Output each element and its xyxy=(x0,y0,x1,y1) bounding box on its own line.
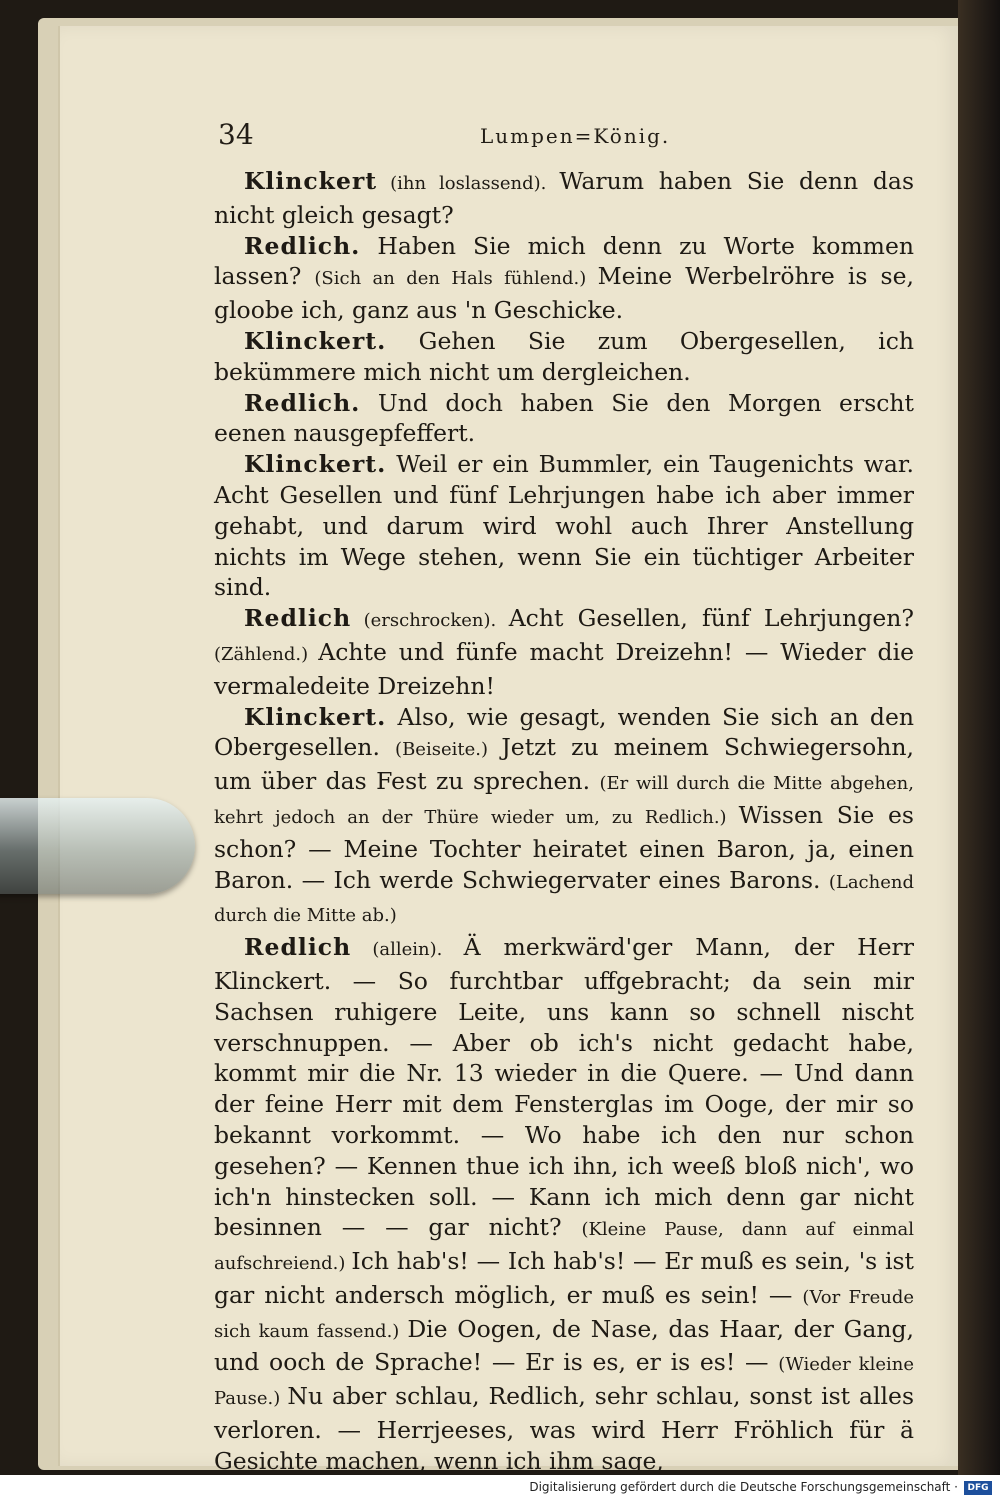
footer-credit: Digitalisierung gefördert durch die Deutsche Forschungsgemeinschaft · xyxy=(529,1480,958,1494)
speaker-name: Klinckert. xyxy=(244,450,387,479)
dialogue-paragraph xyxy=(214,932,914,1477)
stage-direction: (Beiseite.) xyxy=(395,739,502,761)
stage-direction: (ihn loslassend). xyxy=(377,173,560,194)
stage-direction: (Kleine Pause, dann auf einmal aufschreiend.) xyxy=(214,1219,914,1275)
thumb-shadow xyxy=(0,798,195,894)
dialogue-text: Nu aber schlau, Redlich, sehr schlau, sonst ist alles verloren. — Herrjeeses, was wird Herr Fröhlich für ä Gesichte machen, wenn ich ihm sage, xyxy=(214,1382,915,1475)
stage-direction: (erschrocken). xyxy=(351,610,509,632)
dialogue-paragraph xyxy=(214,702,914,933)
speaker-name: Klinckert. xyxy=(244,702,387,731)
dialogue-text: Ich hab's! — Ich hab's! — Er muß es sein, 's ist gar nicht andersch möglich, er muß es sein! — xyxy=(214,1247,914,1309)
stage-direction: (Sich an den Hals fühlend.) xyxy=(314,268,598,290)
stage-direction: (Zählend.) xyxy=(214,643,319,665)
dialogue-text: Weil er ein Bummler, ein Taugenichts war. Acht Gesellen und fünf Lehrjungen habe ich aber immer gehabt, und darum wird wohl auch Ihrer Anstellung nichts im Wege stehen, wenn Sie ein tüchtiger Arbeiter sind. xyxy=(214,450,914,602)
speaker-name: Redlich. xyxy=(244,388,361,417)
speaker-name: Redlich xyxy=(244,604,352,633)
stage-direction: (Lachend durch die Mitte ab.) xyxy=(214,871,914,927)
dialogue-text: Jetzt zu meinem Schwiegersohn, um über das Fest zu sprechen. xyxy=(214,733,914,796)
dialogue-paragraph xyxy=(214,388,914,450)
page-body-text xyxy=(214,166,914,1477)
speaker-name: Klinckert xyxy=(244,167,378,195)
digitization-footer xyxy=(0,1475,1000,1501)
stage-direction: (Er will durch die Mitte abgehen, kehrt jedoch an der Thüre wieder um, zu Redlich.) xyxy=(214,773,914,828)
dialogue-paragraph xyxy=(214,603,914,701)
dialogue-text: Und doch haben Sie den Morgen erscht eenen nausgepfeffert. xyxy=(214,388,914,448)
stage-direction: (Vor Freude sich kaum fassend.) xyxy=(214,1286,914,1342)
stage-direction: (Wieder kleine Pause.) xyxy=(214,1354,915,1410)
speaker-name: Redlich xyxy=(244,933,352,962)
speaker-name: Redlich. xyxy=(244,231,361,260)
dialogue-paragraph xyxy=(214,231,914,326)
dialogue-text: Gehen Sie zum Obergesellen, ich bekümmere mich nicht um dergleichen. xyxy=(214,326,914,386)
dialogue-text: Warum haben Sie denn das nicht gleich gesagt? xyxy=(214,167,915,229)
speaker-name: Klinckert. xyxy=(244,326,387,355)
dialogue-paragraph xyxy=(214,166,914,231)
stage-direction: (allein). xyxy=(351,939,464,961)
dialogue-text: Ä merkwärd'ger Mann, der Herr Klinckert. — So furchtbar uffgebracht; da sein mir Sachsen ruhigere Leite, uns kann so schnell nischt verschnuppen. — Aber ob ich's nicht gedacht habe, kommt mir die Nr. 13 wieder in die Quere. — Und dann der feine Herr mit dem Fensterglas im Ooge, der mir so bekannt vorkommt. — Wo habe ich den nur schon gesehen? — Kennen thue ich ihn, ich weeß bloß nich', wo ich'n hinstecken soll. — Kann ich mich denn gar nicht besinnen — — gar nicht? xyxy=(214,933,914,1242)
dialogue-text: Also, wie gesagt, wenden Sie sich an den Obergesellen. xyxy=(214,702,914,762)
dialogue-text: Haben Sie mich denn zu Worte kommen lassen? xyxy=(214,231,914,291)
dialogue-text: Meine Werbelröhre is se, gloobe ich, ganz aus 'n Geschicke. xyxy=(214,262,914,325)
book-spine-shadow xyxy=(958,0,1000,1501)
dialogue-paragraph xyxy=(214,449,914,603)
dialogue-text: Die Oogen, de Nase, das Haar, der Gang, und ooch de Sprache! — Er is es, er is es! — xyxy=(214,1314,914,1377)
dialogue-text: Acht Gesellen, fünf Lehrjungen? xyxy=(508,604,914,633)
running-title: Lumpen=König. xyxy=(480,124,671,148)
dialogue-paragraph xyxy=(214,326,914,388)
page-header xyxy=(218,118,908,158)
dfg-logo: DFG xyxy=(964,1481,992,1495)
dialogue-text: Achte und fünfe macht Dreizehn! — Wieder die vermaledeite Dreizehn! xyxy=(214,637,914,700)
page-number: 34 xyxy=(218,118,254,151)
dialogue-text: Wissen Sie es schon? — Meine Tochter heiratet einen Baron, ja, einen Baron. — Ich werde Schwiegervater eines Barons. xyxy=(214,800,914,894)
